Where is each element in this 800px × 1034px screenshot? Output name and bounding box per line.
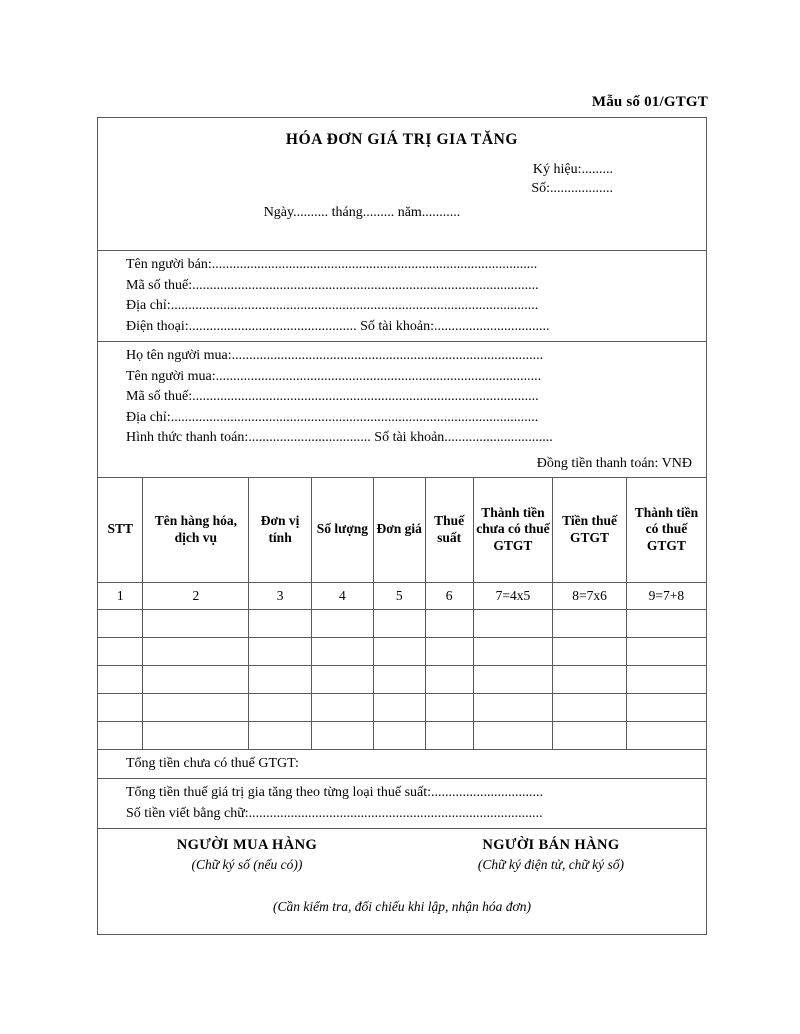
seller-tax-code-field[interactable]: Mã số thuế:................................................................................................... <box>126 277 539 293</box>
cell-goods-name[interactable] <box>143 693 249 721</box>
subtotal-section <box>98 750 706 779</box>
cell-tax-rate[interactable] <box>425 665 473 693</box>
goods-table-body <box>98 582 706 749</box>
payment-method-account-field[interactable]: Hình thức thanh toán:................................... Số tài khoản............................... <box>126 430 553 445</box>
cell-amount-before-tax[interactable] <box>473 637 553 665</box>
amount-in-words-field[interactable]: Số tiền viết bằng chữ:.................................................................................... <box>126 805 543 821</box>
signature-section <box>98 829 706 929</box>
goods-table-header-row <box>98 478 706 583</box>
seller-signature-block[interactable] <box>396 837 706 873</box>
subtotal-label: Tổng tiền chưa có thuế GTGT: <box>126 755 299 771</box>
buyer-address-field[interactable]: Địa chỉ:......................................................................................................... <box>126 409 539 425</box>
goods-table <box>98 478 706 749</box>
seller-name-field[interactable]: Tên người bán:............................................................................................. <box>126 257 538 272</box>
buyer-company-name-field[interactable]: Tên người mua:............................................................................................. <box>126 368 542 384</box>
formula-cell-8: 8=7x6 <box>553 582 627 609</box>
column-header-unit-price: Đơn giá <box>373 478 425 583</box>
cell-stt[interactable] <box>98 665 143 693</box>
cell-unit[interactable] <box>249 721 312 749</box>
buyer-signature-block[interactable] <box>98 837 396 873</box>
cell-unit[interactable] <box>249 693 312 721</box>
cell-amount-before-tax[interactable] <box>473 665 553 693</box>
column-header-tax-amount: Tiền thuế GTGT <box>553 478 627 583</box>
cell-tax-rate[interactable] <box>425 609 473 637</box>
seller-address-field[interactable]: Địa chỉ:......................................................................................................... <box>126 298 539 313</box>
cell-tax-amount[interactable] <box>553 637 627 665</box>
seller-signature-subtitle: (Chữ ký điện tử, chữ ký số) <box>477 856 625 872</box>
cell-unit[interactable] <box>249 665 312 693</box>
column-header-tax-rate: Thuế suất <box>425 478 473 583</box>
formula-cell-1: 1 <box>98 582 143 609</box>
column-header-goods-name: Tên hàng hóa, dịch vụ <box>143 478 249 583</box>
date-field[interactable]: Ngày.......... tháng......... năm........... <box>263 205 461 220</box>
formula-cell-5: 5 <box>373 582 425 609</box>
formula-cell-2: 2 <box>143 582 249 609</box>
table-row[interactable] <box>98 665 706 693</box>
cell-goods-name[interactable] <box>143 637 249 665</box>
cell-quantity[interactable] <box>311 721 373 749</box>
formula-cell-9: 9=7+8 <box>626 582 706 609</box>
goods-table-section <box>98 478 706 750</box>
table-row[interactable] <box>98 693 706 721</box>
seller-signature-title: NGƯỜI BÁN HÀNG <box>482 836 620 853</box>
buyer-signature-subtitle: (Chữ ký số (nếu có)) <box>191 856 303 872</box>
signature-row <box>98 829 706 873</box>
cell-stt[interactable] <box>98 693 143 721</box>
serial-lines <box>98 160 706 198</box>
buyer-tax-code-field[interactable]: Mã số thuế:................................................................................................... <box>126 389 539 404</box>
table-row[interactable] <box>98 637 706 665</box>
page-title: HÓA ĐƠN GIÁ TRỊ GIA TĂNG <box>285 131 519 148</box>
column-header-unit: Đơn vị tính <box>249 478 312 583</box>
formula-cell-4: 4 <box>311 582 373 609</box>
formula-cell-7: 7=4x5 <box>473 582 553 609</box>
cell-tax-amount[interactable] <box>553 721 627 749</box>
cell-amount-before-tax[interactable] <box>473 721 553 749</box>
cell-unit[interactable] <box>249 609 312 637</box>
cell-unit[interactable] <box>249 637 312 665</box>
form-code-label: Mẫu số 01/GTGT <box>591 94 708 110</box>
buyer-person-name-field[interactable]: Họ tên người mua:......................................................................................... <box>126 348 544 363</box>
column-header-amount-before-tax: Thành tiền chưa có thuế GTGT <box>473 478 553 583</box>
cell-unit-price[interactable] <box>373 609 425 637</box>
cell-amount-with-tax[interactable] <box>626 693 706 721</box>
column-header-quantity: Số lượng <box>311 478 373 583</box>
column-header-stt: STT <box>98 478 143 583</box>
buyer-signature-title: NGƯỜI MUA HÀNG <box>176 836 318 853</box>
cell-goods-name[interactable] <box>143 721 249 749</box>
buyer-section <box>98 342 706 478</box>
footer-note: (Cần kiểm tra, đối chiếu khi lập, nhận hóa đơn) <box>272 898 532 914</box>
cell-quantity[interactable] <box>311 693 373 721</box>
table-row[interactable] <box>98 609 706 637</box>
cell-unit-price[interactable] <box>373 693 425 721</box>
cell-stt[interactable] <box>98 637 143 665</box>
cell-amount-with-tax[interactable] <box>626 721 706 749</box>
buyer-fields <box>98 342 706 453</box>
invoice-frame <box>97 117 707 935</box>
number-field[interactable]: Số:.................. <box>531 181 613 196</box>
totals-section <box>98 779 706 829</box>
cell-quantity[interactable] <box>311 609 373 637</box>
cell-amount-before-tax[interactable] <box>473 693 553 721</box>
cell-tax-amount[interactable] <box>553 609 627 637</box>
cell-tax-rate[interactable] <box>425 693 473 721</box>
tax-total-field[interactable]: Tổng tiền thuế giá trị gia tăng theo từng loại thuế suất:................................ <box>126 784 544 800</box>
seller-section <box>98 251 706 342</box>
formula-cell-3: 3 <box>249 582 312 609</box>
cell-amount-with-tax[interactable] <box>626 665 706 693</box>
cell-tax-amount[interactable] <box>553 693 627 721</box>
cell-tax-rate[interactable] <box>425 721 473 749</box>
cell-amount-with-tax[interactable] <box>626 609 706 637</box>
cell-goods-name[interactable] <box>143 665 249 693</box>
cell-amount-before-tax[interactable] <box>473 609 553 637</box>
goods-table-head <box>98 478 706 583</box>
cell-stt[interactable] <box>98 609 143 637</box>
cell-tax-amount[interactable] <box>553 665 627 693</box>
cell-quantity[interactable] <box>311 637 373 665</box>
cell-quantity[interactable] <box>311 665 373 693</box>
cell-goods-name[interactable] <box>143 609 249 637</box>
cell-unit-price[interactable] <box>373 721 425 749</box>
cell-unit-price[interactable] <box>373 637 425 665</box>
column-header-amount-with-tax: Thành tiền có thuế GTGT <box>626 478 706 583</box>
cell-amount-with-tax[interactable] <box>626 637 706 665</box>
title-section <box>98 131 706 251</box>
cell-tax-rate[interactable] <box>425 637 473 665</box>
cell-stt[interactable] <box>98 721 143 749</box>
formula-cell-6: 6 <box>425 582 473 609</box>
cell-unit-price[interactable] <box>373 665 425 693</box>
seller-phone-account-field[interactable]: Điện thoại:................................................ Số tài khoản:................................. <box>126 318 550 334</box>
symbol-field[interactable]: Ký hiệu:......... <box>532 162 613 177</box>
table-row[interactable] <box>98 721 706 749</box>
formula-row <box>98 582 706 609</box>
payment-currency-label: Đồng tiền thanh toán: VNĐ <box>536 455 692 471</box>
